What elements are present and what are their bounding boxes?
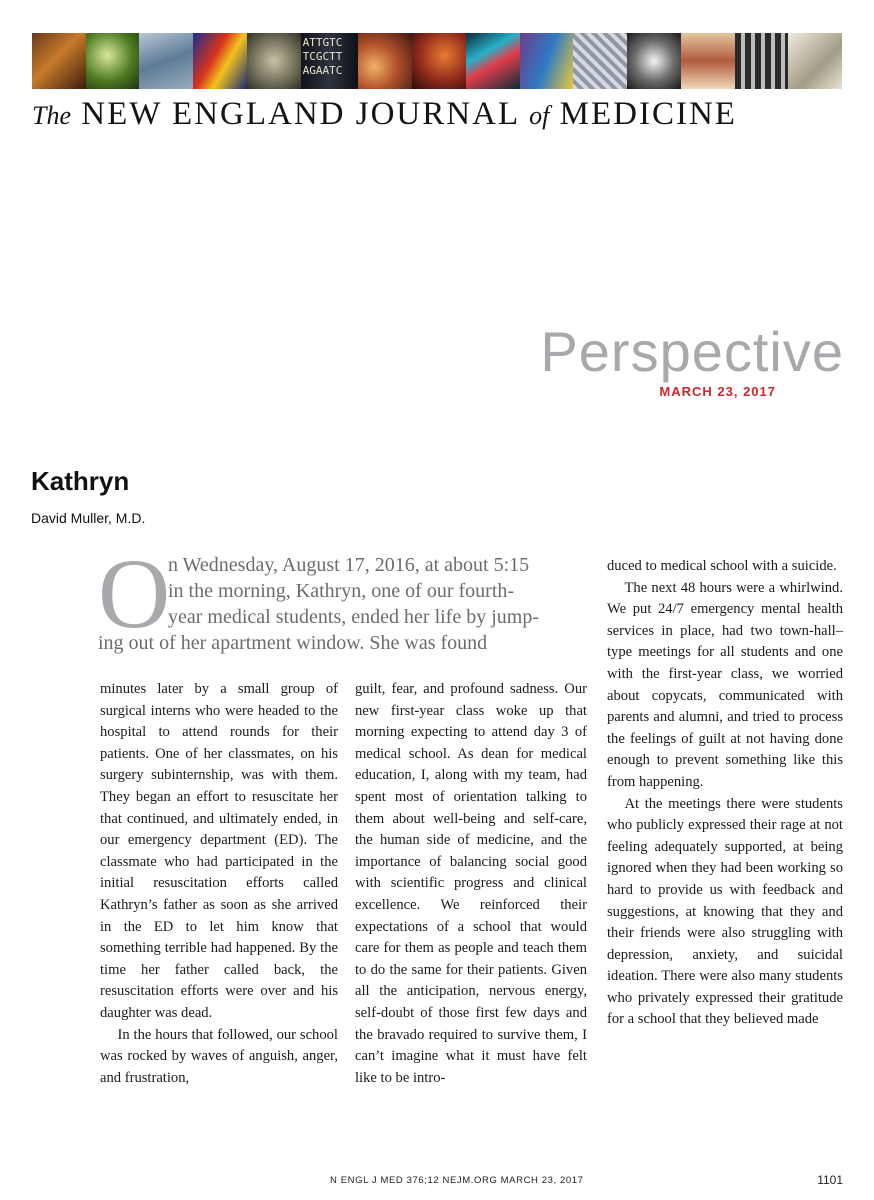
banner-image-tile (573, 33, 627, 89)
paragraph: duced to medical school with a suicide. (607, 558, 837, 574)
footer-citation: N ENGL J MED 376;12 NEJM.ORG MARCH 23, 2017 (330, 1175, 584, 1186)
masthead-medicine: MEDICINE (559, 96, 737, 132)
lede-line: n Wednesday, August 17, 2016, at about 5:15 (168, 554, 530, 576)
paragraph: In the hours that followed, our school was rocked by waves of anguish, anger, and frustration, (100, 1026, 338, 1086)
banner-image-tile (627, 33, 681, 89)
issue-date: MARCH 23, 2017 (659, 384, 776, 399)
banner-image-tile (466, 33, 520, 89)
lede-line: in the morning, Kathryn, one of our fourth- (168, 580, 515, 602)
text-column-3 (607, 556, 843, 1031)
paragraph: At the meetings there were students who publicly expressed their rage at not feeling adequately supported, at being ignored when they had been working so hard to provide us with feedback and suggestions, at knowing that they and their friends were also struggling with depression, anxiety, and suicidal ideation. There were also many students who privately expressed their gratitude for a school that they believed made (607, 795, 843, 1028)
banner-image-tile (247, 33, 301, 89)
paragraph: minutes later by a small group of surgical interns who were headed to the hospital to attend rounds for their patients. One of her classmates, on his surgery subinternship, was with them. They began an effort to resuscitate her that continued, and ultimately ended, in our emergency department (ED). The classmate who had participated in the initial resuscitation efforts called Kathryn’s father as soon as she arrived in the ED to let him know that something terrible had happened. By the time her father called back, the resuscitation efforts were over and his daughter was dead. (100, 681, 338, 1021)
banner-image-tile (735, 33, 789, 89)
banner-image-tile (139, 33, 193, 89)
banner-image-tile (358, 33, 412, 89)
lede-line: year medical students, ended her life by jump- (168, 606, 539, 628)
paragraph: guilt, fear, and profound sadness. Our new first-year class woke up that morning expecting to attend day 3 of medical school. As dean for medical education, I, along with my team, had spent most of orientation talking to them about well-being and self-care, the human side of medicine, and the importance of balancing social good with scientific progress and clinical excellence. We reinforced their expectations of a school that would care for them as people and teach them to do the same for their patients. Given all the anticipation, nervous energy, self-doubt of those first few days and the bravado required to survive them, I can’t imagine what it must have felt like to be intro- (355, 681, 587, 1086)
banner-dna-line: ATTGTC (302, 36, 343, 49)
drop-cap: O (98, 538, 171, 649)
lede-paragraph (98, 538, 578, 662)
lede-line: ing out of her apartment window. She was found (98, 632, 488, 654)
text-column-2 (355, 679, 587, 1089)
banner-image-tile (86, 33, 140, 89)
page-number: 1101 (817, 1173, 843, 1187)
paragraph: The next 48 hours were a whirlwind. We put 24/7 emergency mental health services in place, had two town-hall–type meetings for all students and one with the first-year class, we worried about copycats, communicated with parents and alumni, and tried to process the feelings of guilt at not having done enough to prevent something like this from happening. (607, 579, 843, 790)
banner-dna-line: AGAATC (302, 64, 343, 77)
author-byline: David Muller, M.D. (31, 510, 146, 526)
article-title: Kathryn (31, 466, 130, 496)
text-column-1 (100, 679, 338, 1089)
section-title: Perspective (540, 320, 844, 383)
journal-masthead (32, 94, 844, 134)
banner-image-tile (788, 33, 842, 89)
masthead-main: NEW ENGLAND JOURNAL (81, 96, 519, 132)
banner-image-tile (520, 33, 574, 89)
banner-image-tile (681, 33, 735, 89)
page-footer (100, 1173, 843, 1191)
banner-image-tile (412, 33, 466, 89)
banner-dna-line: TCGCTT (302, 50, 343, 63)
banner-image-tile (32, 33, 86, 89)
masthead-image-banner (32, 33, 842, 89)
masthead-of: of (529, 101, 550, 130)
masthead-the: The (32, 101, 71, 130)
banner-dna-tile (301, 33, 359, 89)
banner-image-tile (193, 33, 247, 89)
